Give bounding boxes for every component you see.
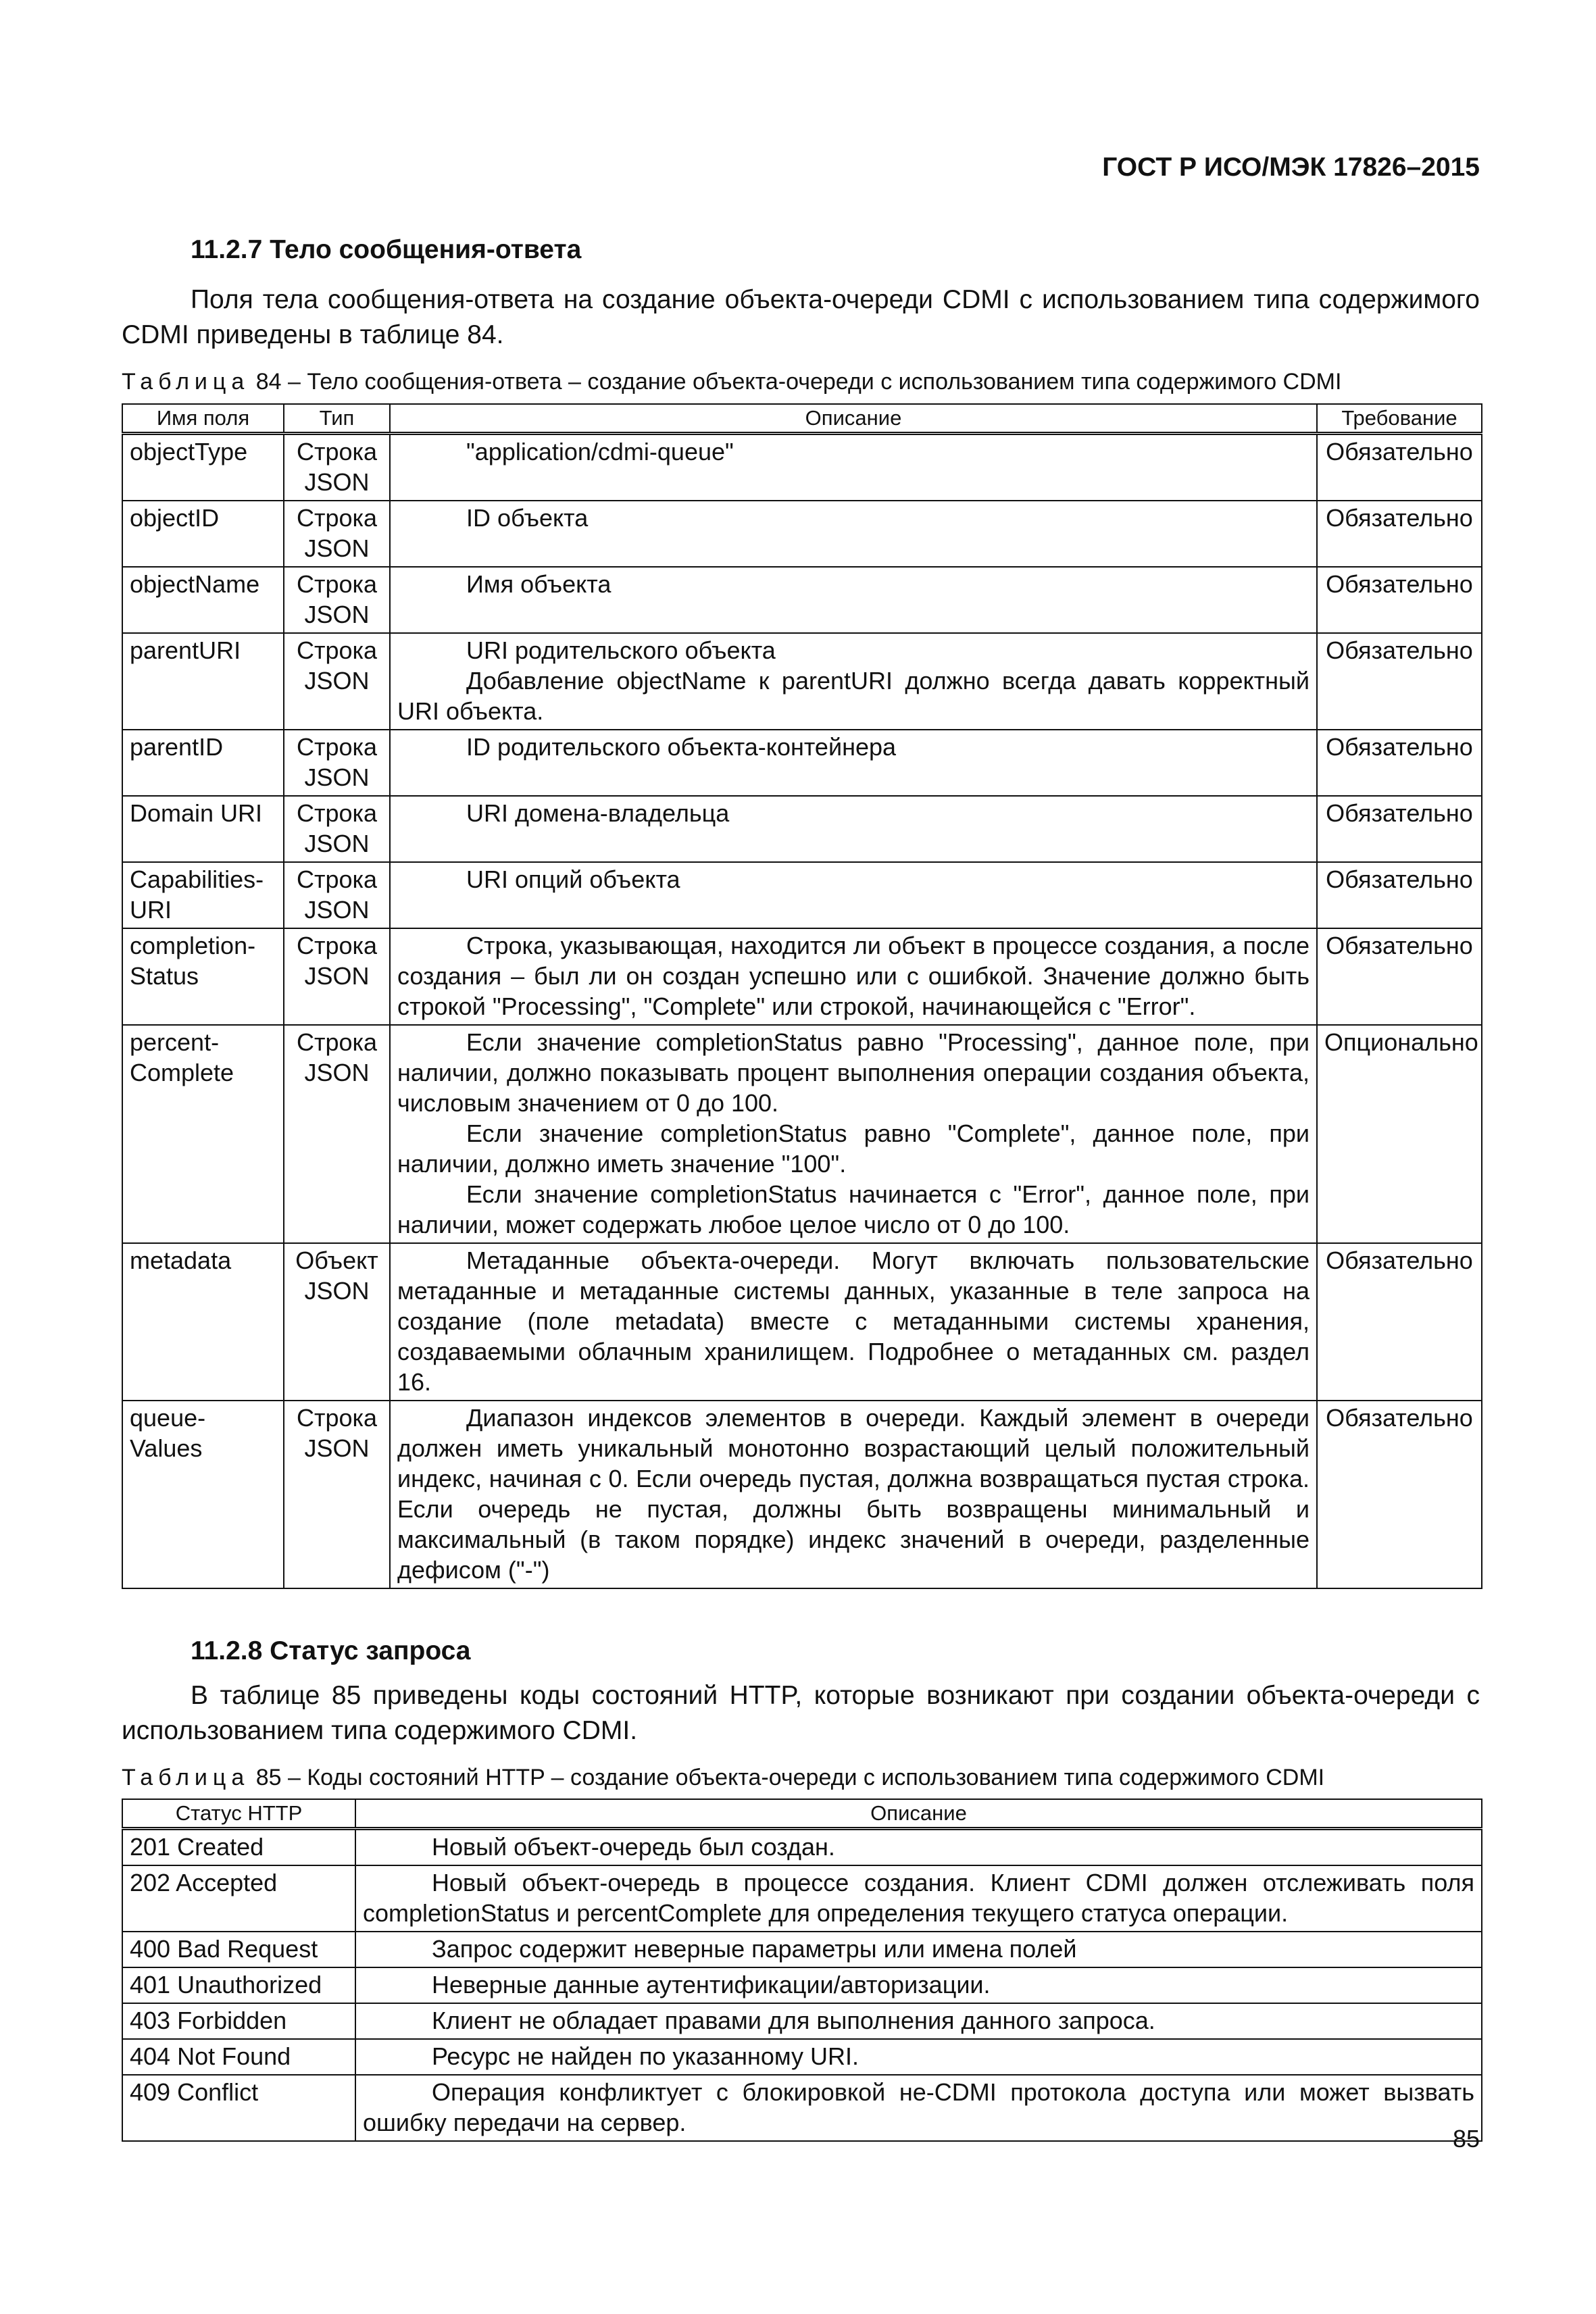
section-11-2-8-paragraph: В таблице 85 приведены коды состояний HTTP, которые возникают при создании объекта-очереди с использованием типа содержимого CDMI. <box>122 1681 1480 1745</box>
field-description-cell <box>390 862 1317 928</box>
field-name-cell: objectID <box>122 501 284 567</box>
description-paragraph: URI домена-владельца <box>466 799 730 827</box>
field-type-cell: Строка JSON <box>284 928 390 1025</box>
table-row <box>122 633 1482 730</box>
field-type-cell: Строка JSON <box>284 501 390 567</box>
field-type-cell: Строка JSON <box>284 796 390 862</box>
table-85 <box>122 1799 1482 2142</box>
field-name-cell: queue-Values <box>122 1401 284 1588</box>
section-heading-11-2-8: 11.2.8 Статус запроса <box>191 1636 471 1665</box>
status-description-cell <box>355 1932 1482 1967</box>
description-paragraph: Новый объект-очередь был создан. <box>432 1833 835 1861</box>
table-row <box>122 796 1482 862</box>
table-84-header-name: Имя поля <box>122 404 284 434</box>
field-description-cell <box>390 796 1317 862</box>
description-paragraph: Диапазон индексов элементов в очереди. Каждый элемент в очереди должен иметь уникальный монотонно возрастающий целый положительный индекс, начиная с 0. Если очередь пустая, должна возвращаться пустая строка. Если очередь не пустая, должны быть возвращены минимальный и максимальный (в таком порядке) индекс значений в очереди, разделенные дефисом ("-") <box>397 1404 1310 1584</box>
field-description-cell <box>390 928 1317 1025</box>
http-status-cell: 409 Conflict <box>122 2075 355 2141</box>
field-type-cell: Строка JSON <box>284 1025 390 1243</box>
description-paragraph: Метаданные объекта-очереди. Могут включать пользовательские метаданные и метаданные системы данных, указанные в теле запроса на создание (поле metadata) вместе с метаданными системы хранения, создаваемыми облачным хранилищем. Подробнее о метаданных см. раздел 16. <box>397 1247 1310 1396</box>
table-row <box>122 1932 1482 1967</box>
description-paragraph: Ресурс не найден по указанному URI. <box>432 2042 859 2070</box>
table-row <box>122 1967 1482 2003</box>
field-requirement-cell: Обязательно <box>1317 1243 1482 1401</box>
field-name-cell: parentID <box>122 730 284 796</box>
description-paragraph: Клиент не обладает правами для выполнения данного запроса. <box>432 2007 1155 2034</box>
field-description-cell <box>390 1025 1317 1243</box>
field-requirement-cell: Обязательно <box>1317 567 1482 633</box>
http-status-cell: 400 Bad Request <box>122 1932 355 1967</box>
http-status-cell: 404 Not Found <box>122 2039 355 2075</box>
table-85-caption-prefix: Таблица <box>122 1765 250 1790</box>
field-type-cell: Строка JSON <box>284 567 390 633</box>
table-row <box>122 2003 1482 2039</box>
section-11-2-7-paragraph: Поля тела сообщения-ответа на создание объекта-очереди CDMI с использованием типа содержимого CDMI приведены в таблице 84. <box>122 285 1480 349</box>
table-row <box>122 1243 1482 1401</box>
status-description-cell <box>355 2039 1482 2075</box>
table-85-caption <box>122 1765 1487 1791</box>
field-requirement-cell: Обязательно <box>1317 730 1482 796</box>
table-row <box>122 2039 1482 2075</box>
field-name-cell: percent-Complete <box>122 1025 284 1243</box>
table-84-caption-prefix: Таблица <box>122 369 250 395</box>
field-name-cell: Domain URI <box>122 796 284 862</box>
table-row <box>122 1025 1482 1243</box>
table-85-header-description: Описание <box>355 1799 1482 1829</box>
field-description-cell <box>390 501 1317 567</box>
field-requirement-cell: Опционально <box>1317 1025 1482 1243</box>
description-paragraph: Добавление objectName к parentURI должно всегда давать корректный URI объекта. <box>397 667 1310 725</box>
field-type-cell: Строка JSON <box>284 633 390 730</box>
page-number: 85 <box>1452 2125 1480 2153</box>
table-85-header-status: Статус HTTP <box>122 1799 355 1829</box>
status-description-cell <box>355 1865 1482 1932</box>
field-description-cell <box>390 1243 1317 1401</box>
table-84-caption <box>122 369 1487 395</box>
http-status-cell: 403 Forbidden <box>122 2003 355 2039</box>
field-requirement-cell: Обязательно <box>1317 796 1482 862</box>
status-description-cell <box>355 1967 1482 2003</box>
table-row <box>122 862 1482 928</box>
description-paragraph: Если значение completionStatus начинается с "Error", данное поле, при наличии, может содержать любое целое число от 0 до 100. <box>397 1180 1310 1238</box>
field-type-cell: Строка JSON <box>284 434 390 501</box>
section-heading-11-2-7: 11.2.7 Тело сообщения-ответа <box>191 235 582 264</box>
table-row <box>122 1829 1482 1866</box>
table-84-caption-text: 84 – Тело сообщения-ответа – создание объекта-очереди с использованием типа содержимого CDMI <box>249 369 1342 395</box>
field-name-cell: parentURI <box>122 633 284 730</box>
field-description-cell <box>390 730 1317 796</box>
table-row <box>122 2075 1482 2141</box>
field-type-cell: Строка JSON <box>284 730 390 796</box>
field-description-cell <box>390 567 1317 633</box>
field-description-cell <box>390 1401 1317 1588</box>
description-paragraph: Имя объекта <box>466 570 612 598</box>
description-paragraph: URI опций объекта <box>466 865 680 893</box>
field-name-cell: metadata <box>122 1243 284 1401</box>
table-row <box>122 730 1482 796</box>
table-84-header-description: Описание <box>390 404 1317 434</box>
field-requirement-cell: Обязательно <box>1317 633 1482 730</box>
field-type-cell: Строка JSON <box>284 862 390 928</box>
field-name-cell: completion-Status <box>122 928 284 1025</box>
table-84-header-row <box>122 404 1482 434</box>
table-row <box>122 1865 1482 1932</box>
field-name-cell: objectName <box>122 567 284 633</box>
http-status-cell: 202 Accepted <box>122 1865 355 1932</box>
description-paragraph: "application/cdmi-queue" <box>466 438 734 466</box>
description-paragraph: Строка, указывающая, находится ли объект в процессе создания, а после создания – был ли он создан успешно или с ошибкой. Значение должно быть строкой "Processing", "Complete" или строкой, начинающейся с "Error". <box>397 932 1310 1020</box>
document-code-header: ГОСТ Р ИСО/МЭК 17826–2015 <box>1102 153 1480 182</box>
status-description-cell <box>355 2075 1482 2141</box>
field-name-cell: Capabilities-URI <box>122 862 284 928</box>
status-description-cell <box>355 2003 1482 2039</box>
field-requirement-cell: Обязательно <box>1317 928 1482 1025</box>
table-85-body <box>122 1829 1482 2142</box>
table-row <box>122 928 1482 1025</box>
description-paragraph: Операция конфликтует с блокировкой не-CDMI протокола доступа или может вызвать ошибку передачи на сервер. <box>363 2078 1474 2136</box>
http-status-cell: 401 Unauthorized <box>122 1967 355 2003</box>
field-requirement-cell: Обязательно <box>1317 1401 1482 1588</box>
table-row <box>122 434 1482 501</box>
description-paragraph: Запрос содержит неверные параметры или имена полей <box>432 1935 1077 1963</box>
table-85-caption-text: 85 – Коды состояний HTTP – создание объекта-очереди с использованием типа содержимого CDMI <box>249 1765 1325 1790</box>
field-type-cell: Объект JSON <box>284 1243 390 1401</box>
description-paragraph: Новый объект-очередь в процессе создания. Клиент CDMI должен отслеживать поля completionStatus и percentComplete для определения текущего статуса операции. <box>363 1869 1474 1927</box>
status-description-cell <box>355 1829 1482 1866</box>
description-paragraph: ID объекта <box>466 504 589 532</box>
field-requirement-cell: Обязательно <box>1317 434 1482 501</box>
table-row <box>122 1401 1482 1588</box>
field-description-cell <box>390 633 1317 730</box>
table-84 <box>122 403 1482 1589</box>
table-row <box>122 567 1482 633</box>
description-paragraph: Если значение completionStatus равно "Processing", данное поле, при наличии, должно показывать процент выполнения операции создания объекта, числовым значением от 0 до 100. <box>397 1028 1310 1117</box>
table-84-header-requirement: Требование <box>1317 404 1482 434</box>
description-paragraph: Если значение completionStatus равно "Complete", данное поле, при наличии, должно иметь значение "100". <box>397 1120 1310 1178</box>
field-requirement-cell: Обязательно <box>1317 501 1482 567</box>
field-requirement-cell: Обязательно <box>1317 862 1482 928</box>
table-row <box>122 501 1482 567</box>
description-paragraph: ID родительского объекта-контейнера <box>466 733 897 761</box>
field-name-cell: objectType <box>122 434 284 501</box>
description-paragraph: Неверные данные аутентификации/авторизации. <box>432 1971 991 1998</box>
field-type-cell: Строка JSON <box>284 1401 390 1588</box>
table-84-body <box>122 434 1482 1589</box>
field-description-cell <box>390 434 1317 501</box>
table-85-header-row <box>122 1799 1482 1829</box>
http-status-cell: 201 Created <box>122 1829 355 1866</box>
description-paragraph: URI родительского объекта <box>466 636 776 664</box>
table-84-header-type: Тип <box>284 404 390 434</box>
